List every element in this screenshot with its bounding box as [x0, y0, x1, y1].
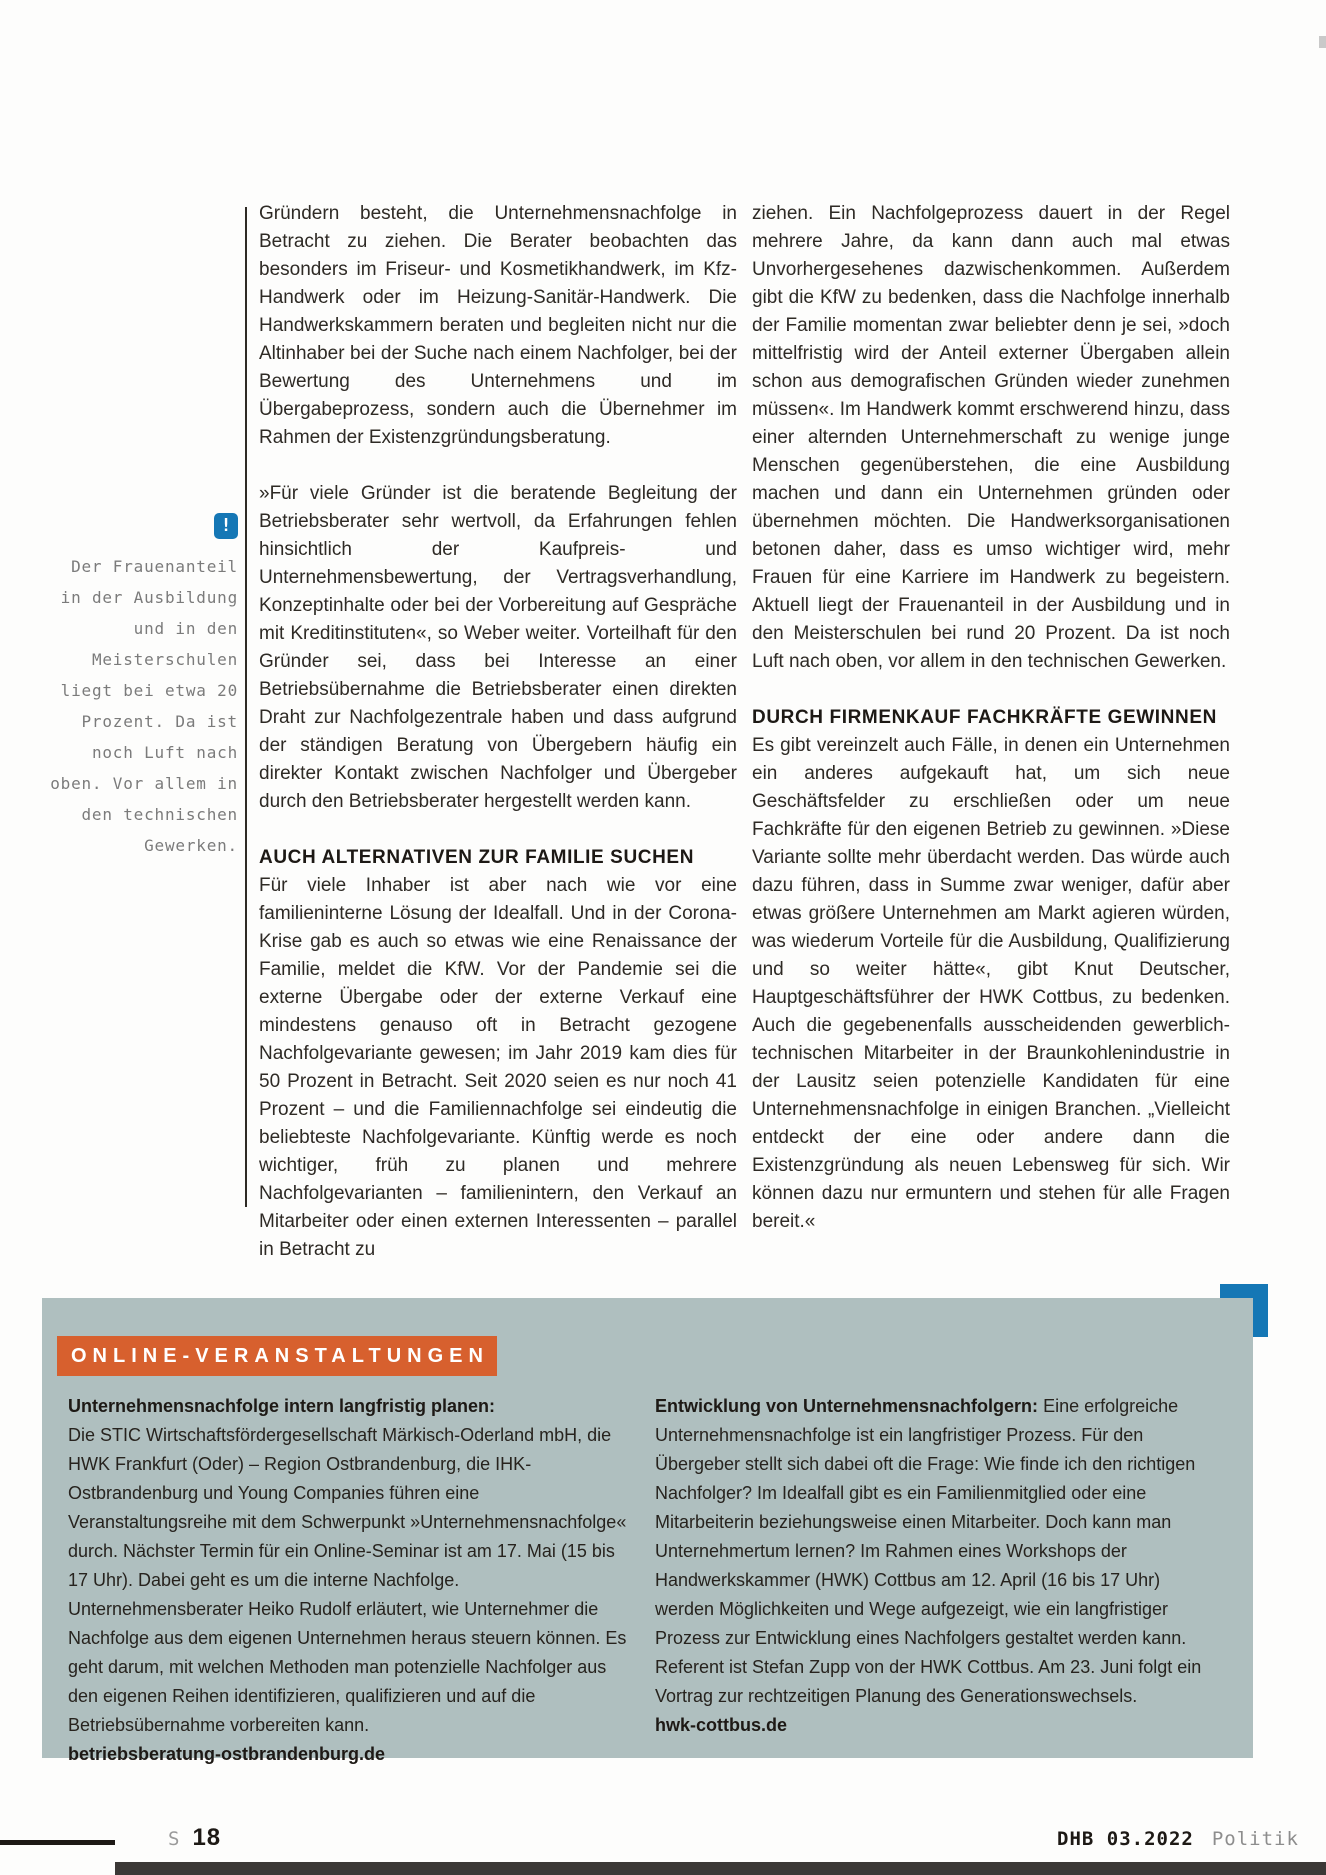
footer-section: Politik: [1211, 1828, 1299, 1850]
article-paragraph: Gründern besteht, die Unternehmensnachfolge in Betracht zu ziehen. Die Berater beobachten das besonders im Friseur- und Kosmetikhandwerk, im Kfz-Handwerk oder im Heizung-Sanitär-Handwerk. Die Handwerkskammern beraten und begleiten nicht nur die Altinhaber bei der Suche nach einem Nachfolger, bei der Bewertung des Unternehmens und im Übergabeprozess, sondern auch die Übernehmer im Rahmen der Existenzgründungsberatung.: [259, 203, 737, 448]
exclamation-icon: !: [214, 513, 238, 539]
article-paragraph: ziehen. Ein Nachfolgeprozess dauert in der Regel mehrere Jahre, da kann dann auch mal etwas Unvorhergesehenes dazwischenkommen. Außerdem gibt die KfW zu bedenken, dass die Nachfolge innerhalb der Familie momentan zwar beliebter denn je sei, »doch mittelfristig wird der Anteil externer Übergaben allein schon aus demografischen Gründen wieder zunehmen müssen«. Im Handwerk kommt erschwerend hinzu, dass einer alternden Unternehmerschaft zu wenige junge Menschen gegenüberstehen, die eine Ausbildung machen und dann ein Unternehmen gründen oder übernehmen möchten. Die Handwerksorganisationen betonen daher, dass es umso wichtiger wird, mehr Frauen für eine Karriere im Handwerk zu begeistern. Aktuell liegt der Frauenanteil in der Ausbildung und in den Meisterschulen bei rund 20 Prozent. Da ist noch Luft nach oben, vor allem in den technischen Gewerken.: [752, 203, 1230, 672]
footer-rule: [0, 1840, 115, 1845]
article-column-right: [752, 200, 1230, 1236]
events-entry-title: Unternehmensnachfolge intern langfristig planen:: [68, 1396, 496, 1416]
footer-issue: DHB 03.2022: [1057, 1828, 1194, 1850]
events-entry-body: [655, 1392, 1215, 1711]
events-info-box: [42, 1298, 1253, 1764]
article-paragraph: »Für viele Gründer ist die beratende Begleitung der Betriebsberater sehr wertvoll, da Erfahrungen fehlen hinsichtlich der Kaufpreis- und Unternehmensbewertung, der Vertragsverhandlung, Konzeptinhalte oder bei der Vorbereitung auf Gespräche mit Kreditinstituten«, so Weber weiter. Vorteilhaft für den Gründer sei, dass bei Interesse an einer Betriebsübernahme die Betriebsberater einen direkten Draht zur Nachfolgezentrale haben und dass aufgrund der ständigen Beratung von Übergebern häufig ein direkter Kontakt zwischen Nachfolger und Übergeber durch den Betriebsberater hergestellt werden kann.: [259, 483, 737, 812]
events-entry-left: [68, 1392, 628, 1769]
events-entry-link[interactable]: betriebsberatung-ostbrandenburg.de: [68, 1744, 386, 1764]
events-entry-right: [655, 1392, 1215, 1740]
footer-page-number: [168, 1824, 221, 1852]
edge-crop-mark: [1319, 36, 1326, 48]
events-entry-body: Die STIC Wirtschaftsfördergesellschaft Märkisch-Oderland mbH, die HWK Frankfurt (Oder) – Region Ostbrandenburg, die IHK-Ostbrandenburg und Young Companies führen eine Veranstaltungsreihe mit dem Schwerpunkt »Unternehmensnachfolge« durch. Nächster Termin für ein Online-Seminar ist am 17. Mai (15 bis 17 Uhr). Dabei geht es um die interne Nachfolge. Unternehmensberater Heiko Rudolf erläutert, wie Unternehmer die Nachfolge aus dem eigenen Unternehmen heraus steuern können. Es geht darum, mit welchen Methoden man potenzielle Nachfolger aus den eigenen Reihen identifizieren, qualifizieren und auf die Betriebsübernahme vorbereiten kann.: [68, 1425, 627, 1735]
footer-page-prefix: S: [168, 1828, 181, 1850]
section-heading-firmenkauf: DURCH FIRMENKAUF FACHKRÄFTE GEWINNEN: [752, 707, 1217, 728]
section-heading-alternativen: AUCH ALTERNATIVEN ZUR FAMILIE SUCHEN: [259, 847, 695, 868]
events-entry-link[interactable]: hwk-cottbus.de: [655, 1715, 788, 1735]
events-box-tag: ONLINE-VERANSTALTUNGEN: [57, 1336, 497, 1376]
pull-quote: [50, 513, 238, 861]
events-entry-title: Entwicklung von Unternehmensnachfolgern:: [655, 1396, 1039, 1416]
events-entry-text: Eine erfolgreiche Unternehmensnachfolge ist ein langfristiger Prozess. Für den Übergeber stellt sich dabei oft die Frage: Wie finde ich den richtigen Nachfolger? Im Idealfall gibt es ein Familienmitglied oder eine Mitarbeiterin beziehungsweise einen Mitarbeiter. Doch kann man Unternehmertum lernen? Im Rahmen eines Workshops der Handwerkskammer (HWK) Cottbus am 12. April (16 bis 17 Uhr) werden Möglichkeiten und Wege aufgezeigt, wie ein langfristiger Prozess zur Entwicklung eines Nachfolgers gestaltet werden kann. Referent ist Stefan Zupp von der HWK Cottbus. Am 23. Juni folgt ein Vortrag zur rechtzeitigen Planung des Generationswechsels.: [655, 1396, 1202, 1706]
article-paragraph: Für viele Inhaber ist aber nach wie vor eine familieninterne Lösung der Idealfall. Und in der Corona-Krise gab es auch so etwas wie eine Renaissance der Familie, meldet die KfW. Vor der Pandemie sei die externe Übergabe oder der externe Verkauf eine mindestens genauso oft in Betracht gezogene Nachfolgevariante gewesen; im Jahr 2019 kam dies für 50 Prozent in Betracht. Seit 2020 seien es nur noch 41 Prozent – und die Familiennachfolge sei eindeutig die beliebteste Nachfolgevariante. Künftig werde es noch wichtiger, früh zu planen und mehrere Nachfolgevarianten – familienintern, den Verkauf an Mitarbeiter oder einen externen Interessenten – parallel in Betracht zu: [259, 875, 737, 1260]
article-column-left: [259, 200, 737, 1264]
footer-page-num: 18: [192, 1824, 222, 1851]
column-divider-rule: [245, 207, 247, 1207]
pull-quote-text: Der Frauenanteil in der Ausbildung und in den Meisterschulen liegt bei etwa 20 Prozent. Da ist noch Luft nach oben. Vor allem in den technischen Gewerken.: [50, 557, 238, 855]
article-paragraph: Es gibt vereinzelt auch Fälle, in denen ein Unternehmen ein anderes aufgekauft hat, um sich neue Geschäftsfelder zu erschließen oder um neue Fachkräfte für den eigenen Betrieb zu gewinnen. »Diese Variante sollte mehr überdacht werden. Das würde auch dazu führen, dass in Summe zwar weniger, dafür aber etwas größere Unternehmen am Markt agieren würden, was wiederum Vorteile für die Ausbildung, Qualifizierung und so weiter hätte«, gibt Knut Deutscher, Hauptgeschäftsführer der HWK Cottbus, zu bedenken. Auch die gegebenenfalls ausscheidenden gewerblich-technischen Mitarbeiter in der Braunkohlenindustrie in der Lausitz seien potenzielle Kandidaten für eine Unternehmensnachfolge in einigen Branchen. „Vielleicht entdeckt der eine oder andere dann die Existenzgründung als neuen Lebensweg für sich. Wir können dazu nur ermuntern und stehen für alle Fragen bereit.«: [752, 735, 1230, 1232]
footer-bottom-bar: [115, 1862, 1326, 1875]
footer-issue-section: [1057, 1828, 1299, 1850]
